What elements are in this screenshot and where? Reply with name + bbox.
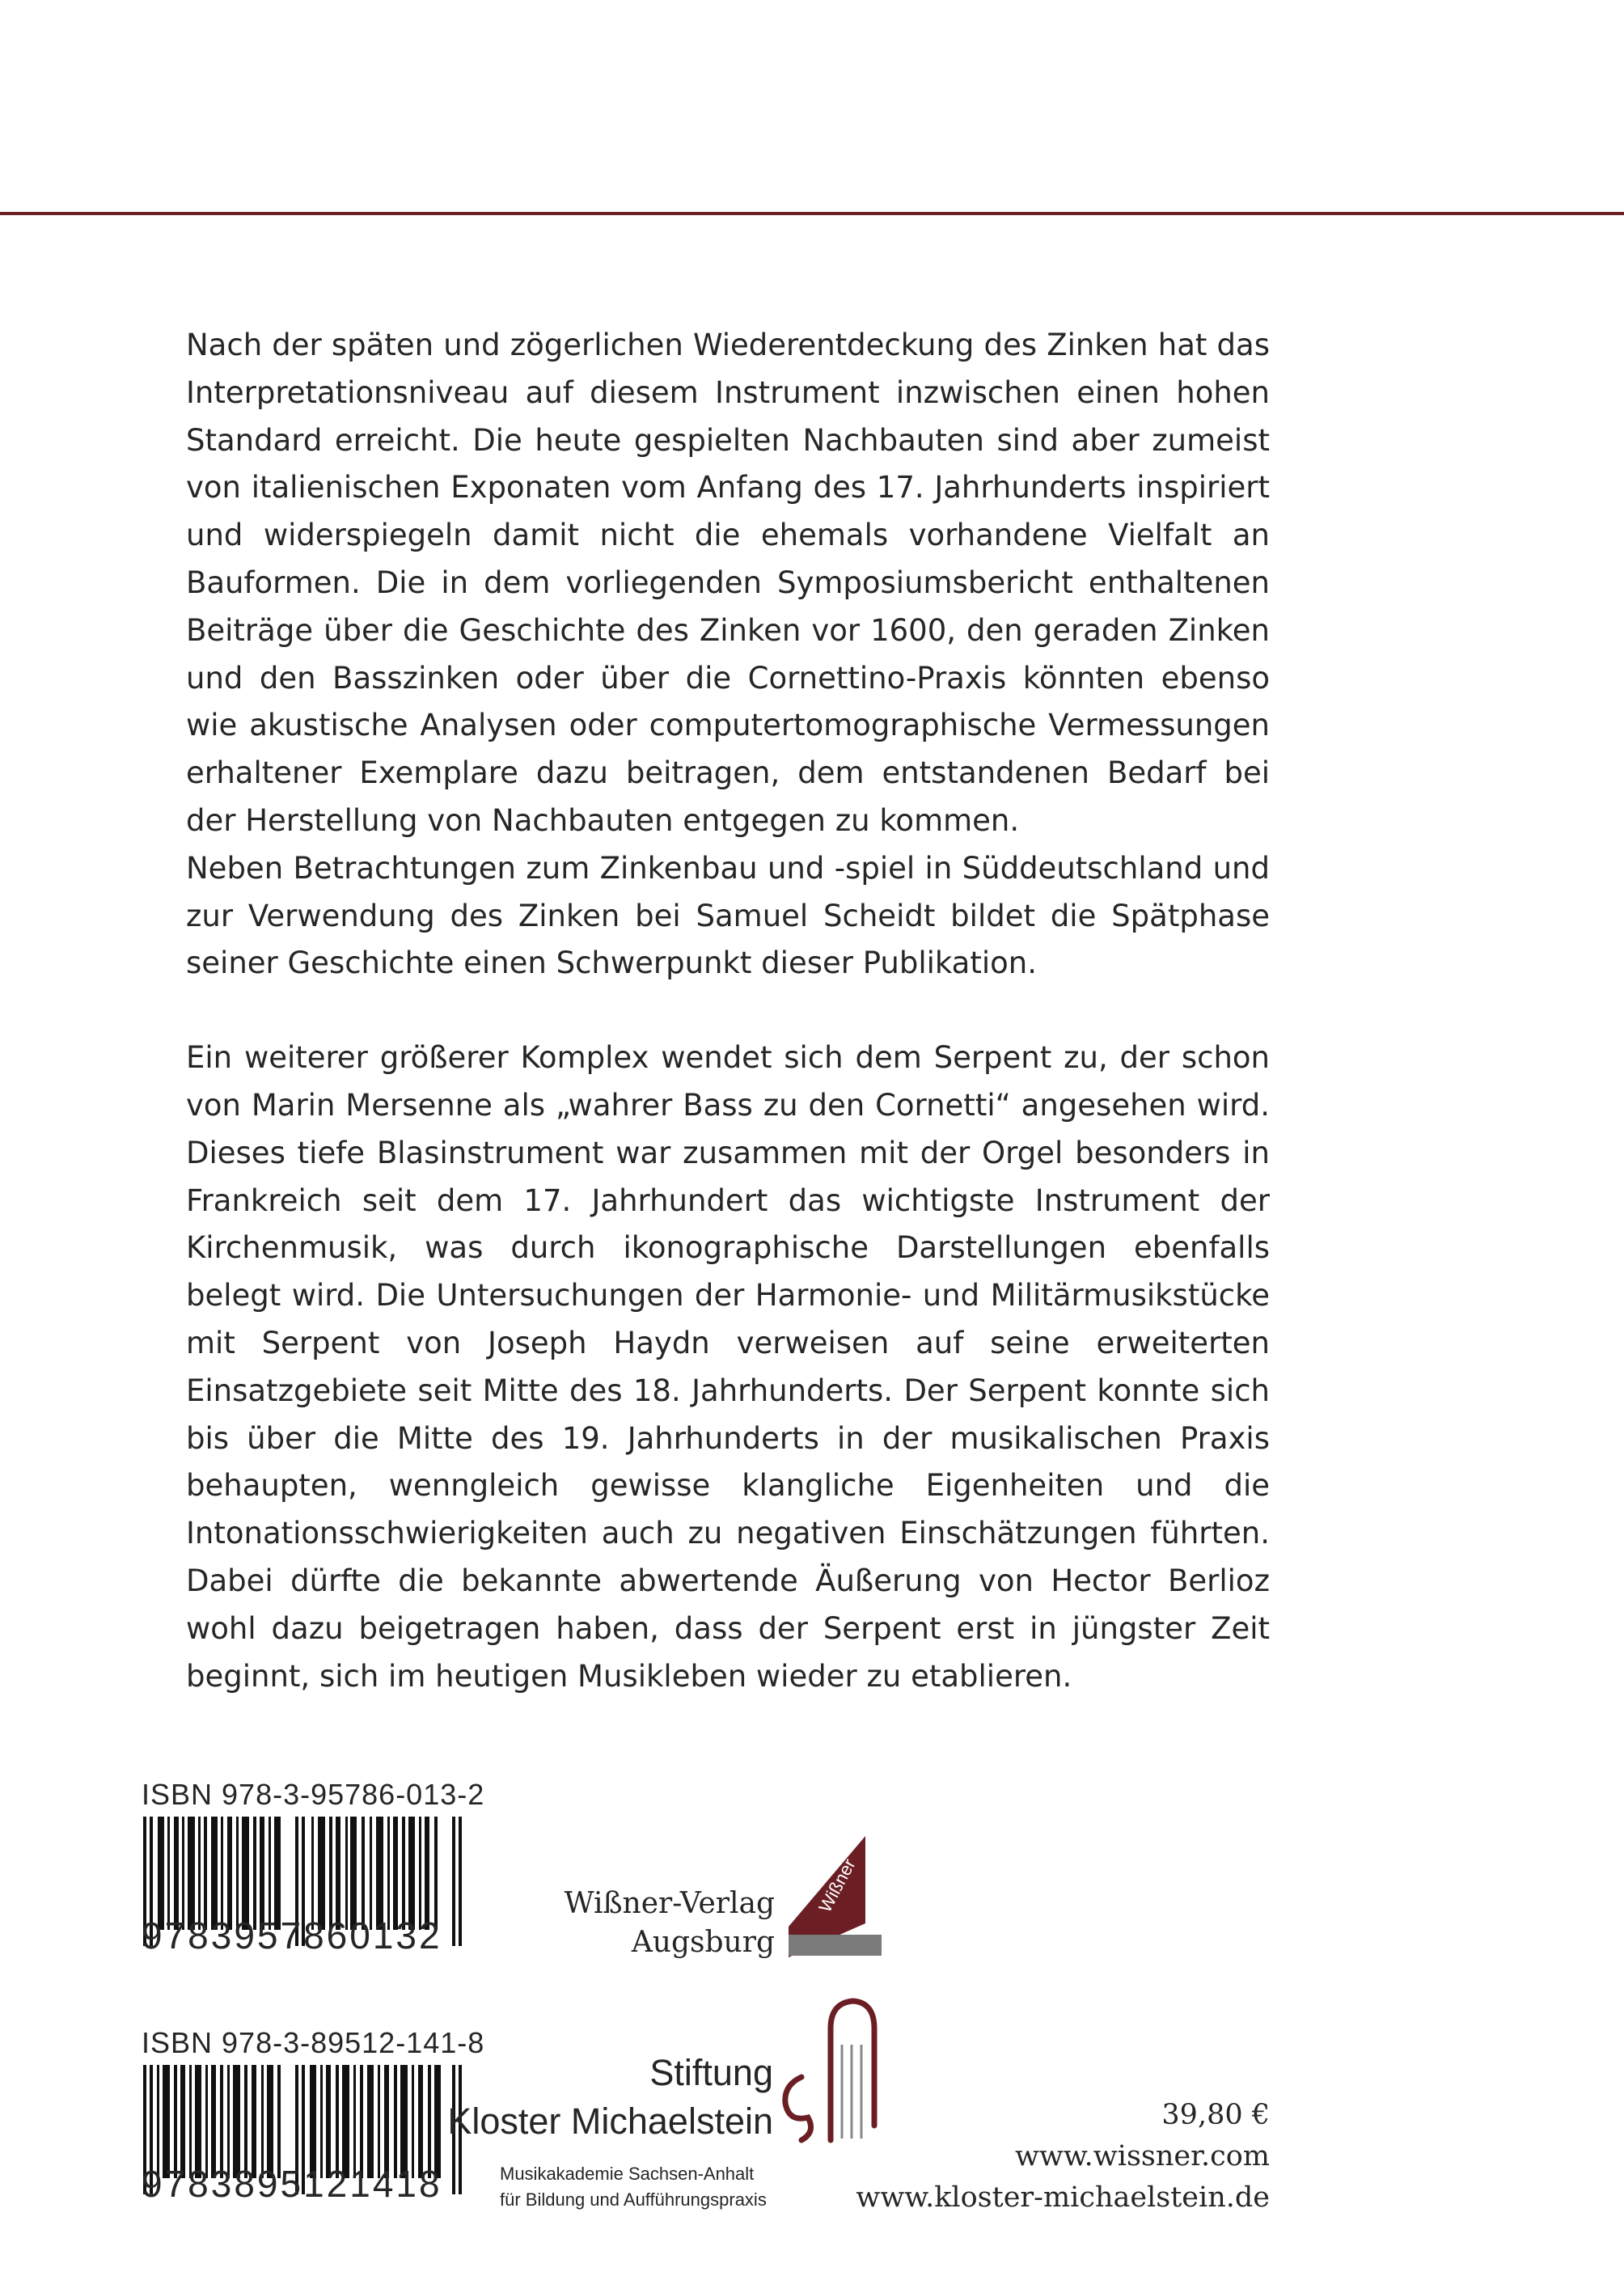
website-kloster-michaelstein[interactable]: www.kloster-michaelstein.de xyxy=(856,2181,1270,2214)
publisher-name xyxy=(565,1885,775,1962)
wissner-logo-icon xyxy=(789,1836,882,1957)
back-cover-description xyxy=(186,322,1270,1700)
publisher-name-line-2: Augsburg xyxy=(631,1926,775,1959)
publisher-name-line-1: Wißner-Verlag xyxy=(564,1887,775,1920)
isbn-label-1: ISBN 978-3-95786-013-2 xyxy=(142,1778,485,1811)
foundation-name-line-1: Stiftung xyxy=(649,2052,773,2093)
foundation-name-line-2: Kloster Michaelstein xyxy=(447,2101,773,2142)
price-and-websites xyxy=(856,2095,1270,2219)
website-wissner[interactable]: www.wissner.com xyxy=(1014,2140,1270,2172)
description-paragraph-3: Ein weiterer größerer Komplex wendet sich dem Serpent zu, der schon von Marin Mersenne als „wahrer Bass zu den Cornetti“ angesehen wird. Dieses tiefe Blasinstrument war zusammen mit der Orgel besonders in Frankreich seit dem 17. Jahrhundert das wichtigste Instrument der Kirchenmusik, was durch ikonographische Darstellungen ebenfalls belegt wird. Die Untersuchungen der Harmonie- und Militärmusikstücke mit Serpent von Joseph Haydn verweisen auf seine erweiterten Einsatzgebiete seit Mitte des 18. Jahrhunderts. Der Serpent konnte sich bis über die Mitte des 19. Jahrhunderts in der musikalischen Praxis behaupten, wenngleich gewisse klangliche Eigenheiten und die Intonationsschwierigkeiten auch zu negativen Einschätzungen führten. Dabei dürfte die bekannte abwertende Äußerung von Hector Berlioz wohl dazu beigetragen haben, dass der Serpent erst in jüngster Zeit beginnt, sich im heutigen Musikleben wieder zu etablieren. xyxy=(186,1040,1270,1694)
wissner-logo-text: Wißner xyxy=(814,1855,860,1916)
description-paragraph-2: Neben Betrachtungen zum Zinkenbau und -spiel in Süddeutschland und zur Verwendung des Zinken bei Samuel Scheidt bildet die Spätphase seiner Geschichte einen Schwerpunkt dieser Publikation. xyxy=(186,850,1270,981)
barcode-digits-2: 9783895121418 xyxy=(142,2163,442,2205)
barcode-digits-1: 9783957860132 xyxy=(142,1914,442,1957)
description-paragraph-1: Nach der späten und zögerlichen Wiederentdeckung des Zinken hat das Interpretationsniveau auf diesem Instrument inzwischen einen hohen Standard erreicht. Die heute gespielten Nachbauten sind aber zumeist von italienischen Exponaten vom Anfang des 17. Jahrhunderts inspiriert und widerspiegeln damit nicht die ehemals vorhandene Vielfalt an Bauformen. Die in dem vorliegenden Symposiumsbericht enthaltenen Beiträge über die Geschichte des Zinken vor 1600, den geraden Zinken und den Basszinken oder über die Cornettino-Praxis könnten ebenso wie akustische Analysen oder computertomographische Vermessungen erhaltener Exemplare dazu beitragen, dem entstandenen Bedarf bei der Herstellung von Nachbauten entgegen zu kommen. xyxy=(186,328,1270,838)
foundation-name xyxy=(447,2049,773,2146)
price: 39,80 € xyxy=(1161,2099,1270,2131)
foundation-sub-line-1: Musikakademie Sachsen-Anhalt xyxy=(500,2164,755,2184)
isbn-label-2: ISBN 978-3-89512-141-8 xyxy=(142,2026,485,2059)
foundation-sub-line-2: für Bildung und Aufführungspraxis xyxy=(500,2189,767,2210)
top-divider-line xyxy=(0,212,1624,215)
foundation-subtitle xyxy=(500,2161,767,2213)
